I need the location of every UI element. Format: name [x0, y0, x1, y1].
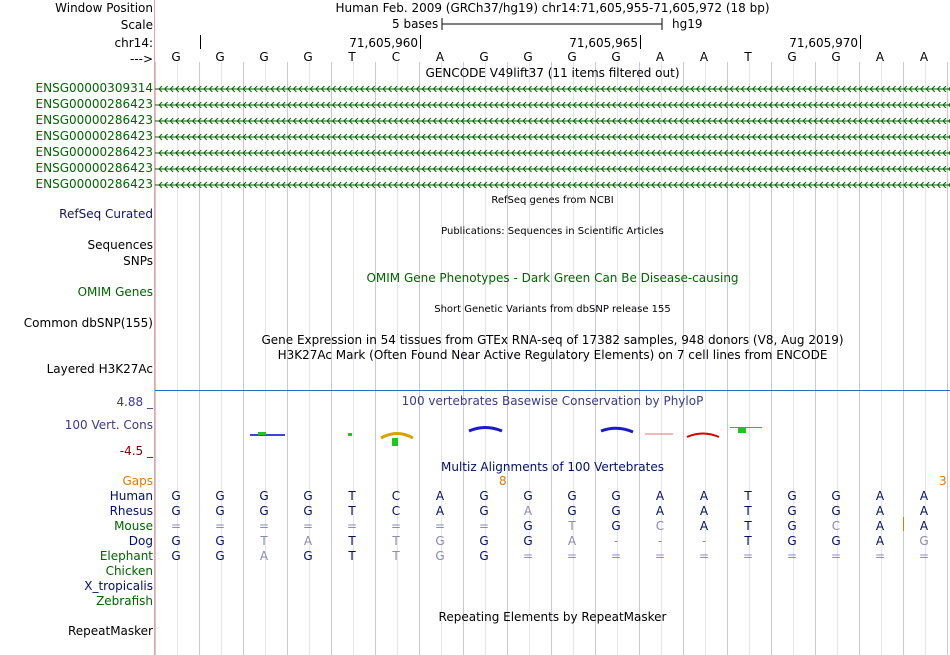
gap-count: 8	[499, 474, 507, 488]
tick-label: 71,605,970	[789, 36, 858, 50]
aligned-base: =	[522, 549, 534, 563]
phylop-min-label: -4.5 _	[119, 444, 153, 458]
aligned-base: A	[699, 489, 709, 503]
aligned-base: T	[348, 534, 356, 548]
aligned-base: G	[523, 519, 533, 533]
common-dbsnp-label[interactable]: Common dbSNP(155)	[23, 316, 153, 330]
aligned-base: A	[655, 489, 665, 503]
sequence-base: A	[655, 50, 665, 64]
aligned-base: G	[171, 549, 181, 563]
aligned-base: -	[657, 534, 663, 548]
aligned-base: G	[171, 534, 181, 548]
aligned-base: G	[435, 534, 445, 548]
aligned-base: G	[303, 489, 313, 503]
aligned-base: =	[610, 549, 622, 563]
aligned-base: =	[390, 519, 402, 533]
aligned-base: G	[435, 549, 445, 563]
track-divider	[155, 390, 950, 391]
aligned-base: =	[214, 519, 226, 533]
gencode-track-title: GENCODE V49lift37 (11 items filtered out)	[425, 66, 680, 80]
aligned-base: =	[654, 549, 666, 563]
sequences-track-title: Publications: Sequences in Scientific Articles	[441, 226, 664, 237]
aligned-base: G	[611, 519, 621, 533]
gencode-gene-feature[interactable]	[155, 147, 950, 157]
sequence-base: G	[831, 50, 841, 64]
aligned-base: =	[786, 549, 798, 563]
aligned-base: T	[568, 519, 576, 533]
gencode-gene-feature[interactable]	[155, 99, 950, 109]
aligned-base: G	[567, 504, 577, 518]
scale-assembly: hg19	[672, 17, 703, 31]
aligned-base: =	[918, 549, 930, 563]
aligned-base: G	[611, 489, 621, 503]
aligned-base: =	[478, 519, 490, 533]
gencode-gene-label[interactable]: ENSG00000309314	[35, 81, 153, 95]
scale-bar	[440, 16, 666, 32]
aligned-base: T	[348, 549, 356, 563]
aligned-base: A	[523, 504, 533, 518]
aligned-base: G	[171, 504, 181, 518]
scale-bases-text: 5 bases	[392, 17, 439, 31]
aligned-base: A	[435, 489, 445, 503]
snps-label[interactable]: SNPs	[123, 254, 153, 268]
sequence-base: G	[259, 50, 269, 64]
aligned-base: T	[744, 519, 752, 533]
sequence-base: G	[215, 50, 225, 64]
sequence-base: A	[875, 50, 885, 64]
tick-mark	[420, 35, 421, 49]
species-label-mouse[interactable]: Mouse	[114, 519, 153, 533]
strand-label: --->	[129, 52, 153, 66]
aligned-base: G	[831, 504, 841, 518]
aligned-base: T	[348, 504, 356, 518]
omim-genes-label[interactable]: OMIM Genes	[77, 285, 153, 299]
species-label-rhesus[interactable]: Rhesus	[109, 504, 153, 518]
gencode-gene-label[interactable]: ENSG00000286423	[35, 113, 153, 127]
aligned-base: G	[215, 489, 225, 503]
sequence-base: G	[171, 50, 181, 64]
position-title: Human Feb. 2009 (GRCh37/hg19) chr14:71,605,955-71,605,972 (18 bp)	[335, 1, 770, 15]
gencode-gene-feature[interactable]	[155, 83, 950, 93]
aligned-base: =	[698, 549, 710, 563]
aligned-base: =	[874, 549, 886, 563]
tick-mark	[200, 35, 201, 49]
gencode-gene-label[interactable]: ENSG00000286423	[35, 177, 153, 191]
gencode-gene-label[interactable]: ENSG00000286423	[35, 129, 153, 143]
gencode-gene-feature[interactable]	[155, 115, 950, 125]
aligned-base: G	[215, 504, 225, 518]
aligned-base: T	[744, 489, 752, 503]
aligned-base: -	[613, 534, 619, 548]
repeatmasker-track-title: Repeating Elements by RepeatMasker	[438, 610, 667, 624]
sequence-base: G	[479, 50, 489, 64]
aligned-base: =	[170, 519, 182, 533]
aligned-base: C	[831, 519, 841, 533]
aligned-base: A	[699, 504, 709, 518]
aligned-base: T	[744, 534, 752, 548]
aligned-base: T	[348, 489, 356, 503]
species-label-chicken[interactable]: Chicken	[105, 564, 153, 578]
aligned-base: A	[875, 534, 885, 548]
aligned-base: =	[566, 549, 578, 563]
aligned-base: G	[479, 549, 489, 563]
phylop-track-title: 100 vertebrates Basewise Conservation by PhyloP	[401, 394, 704, 408]
sequence-base: T	[348, 50, 356, 64]
aligned-base: A	[259, 549, 269, 563]
aligned-base: G	[787, 504, 797, 518]
gencode-gene-feature[interactable]	[155, 131, 950, 141]
aligned-base: =	[302, 519, 314, 533]
aligned-base: C	[391, 489, 401, 503]
aligned-base: A	[875, 504, 885, 518]
aligned-base: T	[392, 534, 400, 548]
refseq-track-title: RefSeq genes from NCBI	[491, 195, 614, 206]
dbsnp-track-title: Short Genetic Variants from dbSNP release 155	[434, 304, 671, 315]
aligned-base: A	[875, 489, 885, 503]
aligned-base: G	[919, 534, 929, 548]
aligned-base: G	[479, 534, 489, 548]
gencode-gene-feature[interactable]	[155, 163, 950, 173]
aligned-base: A	[699, 519, 709, 533]
aligned-base: A	[435, 504, 445, 518]
aligned-base: =	[742, 549, 754, 563]
aligned-base: -	[701, 534, 707, 548]
phylop-logo-glyphs	[155, 420, 950, 450]
aligned-base: T	[744, 504, 752, 518]
sequence-base: G	[567, 50, 577, 64]
aligned-base: G	[523, 489, 533, 503]
species-label-zebrafish[interactable]: Zebrafish	[96, 594, 153, 608]
sequence-base: T	[744, 50, 752, 64]
sequence-base: A	[919, 50, 929, 64]
species-label-human[interactable]: Human	[109, 489, 153, 503]
sequence-base: G	[787, 50, 797, 64]
chrom-label: chr14:	[114, 36, 153, 50]
aligned-base: A	[919, 504, 929, 518]
sequence-base: G	[523, 50, 533, 64]
aligned-base: G	[303, 549, 313, 563]
aligned-base: A	[303, 534, 313, 548]
aligned-base: G	[567, 489, 577, 503]
gencode-gene-label[interactable]: ENSG00000286423	[35, 97, 153, 111]
species-label-elephant[interactable]: Elephant	[99, 549, 153, 563]
multiz-track-title: Multiz Alignments of 100 Vertebrates	[440, 460, 665, 474]
aligned-base: T	[260, 534, 268, 548]
aligned-base: G	[259, 504, 269, 518]
aligned-base: G	[171, 489, 181, 503]
aligned-base: A	[567, 534, 577, 548]
tick-mark	[640, 35, 641, 49]
aligned-base: G	[787, 534, 797, 548]
layered-h3k27ac-label[interactable]: Layered H3K27Ac	[46, 362, 153, 376]
repeatmasker-label[interactable]: RepeatMasker	[67, 624, 153, 638]
aligned-base: G	[479, 504, 489, 518]
vert-cons-label[interactable]: 100 Vert. Cons	[64, 418, 153, 432]
aligned-base: C	[391, 504, 401, 518]
aligned-base: G	[787, 489, 797, 503]
aligned-base: A	[655, 504, 665, 518]
aligned-base: G	[523, 534, 533, 548]
aligned-base: A	[919, 519, 929, 533]
aligned-base: G	[787, 519, 797, 533]
gtex-track-title: Gene Expression in 54 tissues from GTEx RNA-seq of 17382 samples, 948 donors (V8, Aug 2019)	[261, 333, 844, 347]
gap-count: 3	[939, 474, 947, 488]
gaps-label: Gaps	[122, 474, 153, 488]
aligned-base: A	[875, 519, 885, 533]
aligned-base: G	[831, 489, 841, 503]
species-label-dog[interactable]: Dog	[128, 534, 153, 548]
aligned-base: G	[611, 504, 621, 518]
aligned-base: G	[479, 489, 489, 503]
h3k27ac-track-title: H3K27Ac Mark (Often Found Near Active Regulatory Elements) on 7 cell lines from ENCODE	[277, 348, 828, 362]
aligned-base: =	[258, 519, 270, 533]
tick-mark	[860, 35, 861, 49]
species-label-x_tropicalis[interactable]: X_tropicalis	[84, 579, 153, 593]
insertion-marker	[903, 517, 904, 531]
aligned-base: G	[831, 534, 841, 548]
tick-label: 71,605,965	[569, 36, 638, 50]
aligned-base: G	[303, 504, 313, 518]
aligned-base: =	[346, 519, 358, 533]
aligned-base: =	[434, 519, 446, 533]
scale-label: Scale	[120, 18, 153, 32]
gencode-gene-label[interactable]: ENSG00000286423	[35, 145, 153, 159]
sequences-label[interactable]: Sequences	[87, 238, 153, 252]
aligned-base: T	[392, 549, 400, 563]
sequence-base: G	[303, 50, 313, 64]
aligned-base: =	[830, 549, 842, 563]
aligned-base: A	[919, 489, 929, 503]
phylop-max-label: 4.88 _	[116, 395, 153, 409]
tick-label: 71,605,960	[349, 36, 418, 50]
aligned-base: G	[215, 549, 225, 563]
gencode-gene-label[interactable]: ENSG00000286423	[35, 161, 153, 175]
sequence-base: G	[611, 50, 621, 64]
sequence-base: A	[699, 50, 709, 64]
aligned-base: C	[655, 519, 665, 533]
aligned-base: G	[259, 489, 269, 503]
gencode-gene-feature[interactable]	[155, 179, 950, 189]
omim-track-title: OMIM Gene Phenotypes - Dark Green Can Be Disease-causing	[366, 271, 739, 285]
sequence-base: A	[435, 50, 445, 64]
window-position-label: Window Position	[55, 1, 153, 15]
refseq-curated-label[interactable]: RefSeq Curated	[59, 207, 153, 221]
sequence-base: C	[391, 50, 401, 64]
aligned-base: G	[215, 534, 225, 548]
